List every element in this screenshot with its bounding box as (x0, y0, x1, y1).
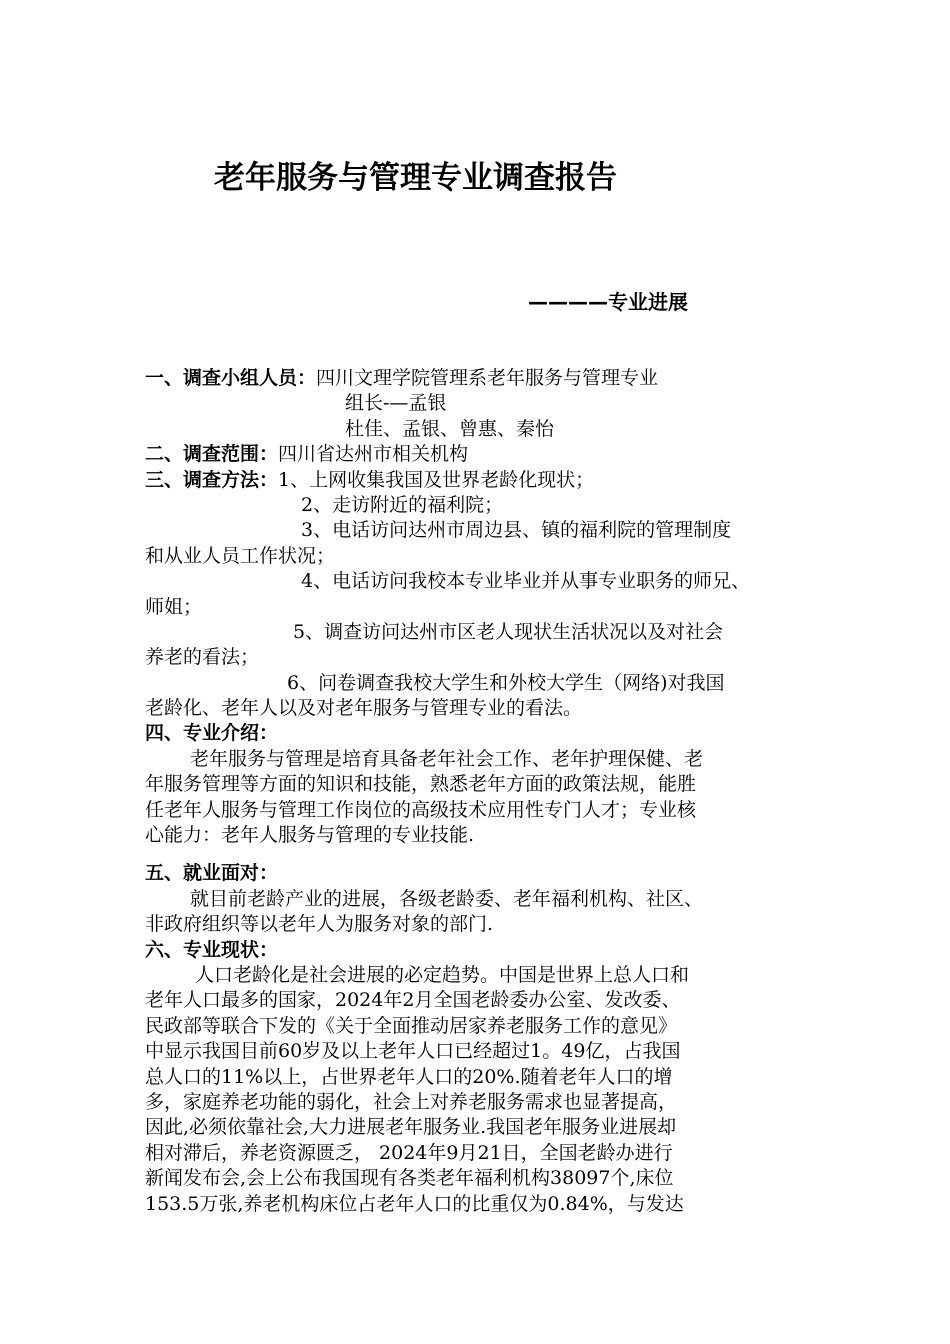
status-paragraph-line: 民政部等联合下发的《关于全面推动居家养老服务工作的意见》 (145, 1014, 678, 1037)
spacer (145, 848, 825, 861)
group-affiliation: 四川文理学院管理系老年服务与管理专业 (316, 367, 659, 389)
method-4-start: 4、电话访问我校本专业毕业并从事专业职务的师兄、 (301, 570, 751, 593)
method-4-end: 师姐； (145, 595, 203, 618)
section-2-heading: 二、调查范围： (145, 443, 279, 466)
section-5-heading: 五、就业面对： (145, 862, 279, 885)
status-paragraph-line: 多，家庭养老功能的弱化，社会上对养老服务需求也显著提高， (145, 1090, 678, 1113)
status-paragraph-line: 总人口的11%以上，占世界老年人口的20%.随着老年人口的增 (145, 1065, 673, 1088)
document-subtitle: ————专业进展 (528, 290, 688, 314)
intro-paragraph-line: 年服务管理等方面的知识和技能，熟悉老年方面的政策法规，能胜 (145, 773, 697, 796)
document-body (145, 366, 825, 1217)
document-title: 老年服务与管理专业调查报告 (214, 160, 617, 196)
method-6-start: 6、问卷调查我校大学生和外校大学生（网络)对我国 (287, 671, 725, 694)
section-1-line (145, 366, 825, 391)
section-6-heading: 六、专业现状： (145, 938, 279, 961)
intro-paragraph-line: 心能力：老年人服务与管理的专业技能. (145, 824, 475, 847)
group-members: 杜佳、孟银、曾惠、秦怡 (345, 417, 555, 440)
section-2-line (145, 442, 825, 467)
intro-paragraph-line: 任老年人服务与管理工作岗位的高级技术应用性专门人才；专业核 (145, 798, 697, 821)
method-3-start: 3、电话访问达州市周边县、镇的福利院的管理制度 (301, 519, 732, 542)
status-paragraph-line: 新闻发布会,会上公布我国现有各类老年福利机构38097个,床位 (145, 1167, 674, 1190)
section-4-heading: 四、专业介绍： (145, 722, 279, 745)
method-5-start: 5、调查访问达州市区老人现状生活状况以及对社会 (293, 620, 724, 643)
intro-paragraph-line: 老年服务与管理是培育具备老年社会工作、老年护理保健、老 (190, 747, 704, 770)
method-3-end: 和从业人员工作状况； (145, 544, 336, 567)
status-paragraph-line: 因此,必须依靠社会,大力进展老年服务业.我国老年服务业进展却 (145, 1116, 677, 1139)
employment-paragraph-line: 非政府组织等以老年人为服务对象的部门. (145, 913, 494, 936)
section-3-line (145, 468, 825, 493)
status-paragraph-line: 153.5万张,养老机构床位占老年人口的比重仅为0.84%，与发达 (145, 1192, 684, 1215)
method-6-end: 老龄化、老年人以及对老年服务与管理专业的看法。 (145, 697, 583, 720)
section-1-heading: 一、调查小组人员： (145, 367, 317, 389)
employment-paragraph-line: 就目前老龄产业的进展，各级老龄委、老年福利机构、社区、 (190, 887, 704, 910)
status-paragraph-line: 相对滞后，养老资源匮乏， 2024年9月21日，全国老龄办进行 (145, 1141, 673, 1164)
method-1: 1、上网收集我国及世界老龄化现状； (278, 468, 595, 491)
survey-scope: 四川省达州市相关机构 (278, 443, 469, 466)
status-paragraph-line: 中显示我国目前60岁及以上老年人口已经超过1。49亿，占我国 (145, 1040, 681, 1063)
method-2: 2、走访附近的福利院； (301, 493, 504, 516)
group-leader: 组长-—孟银 (345, 392, 447, 415)
section-3-heading: 三、调查方法： (145, 468, 279, 491)
method-5-end: 养老的看法； (145, 646, 260, 669)
status-paragraph-line: 老年人口最多的国家，2024年2月全国老龄委办公室、发改委、 (145, 989, 681, 1012)
status-paragraph-line: 人口老龄化是社会进展的必定趋势。中国是世界上总人口和 (195, 963, 690, 986)
